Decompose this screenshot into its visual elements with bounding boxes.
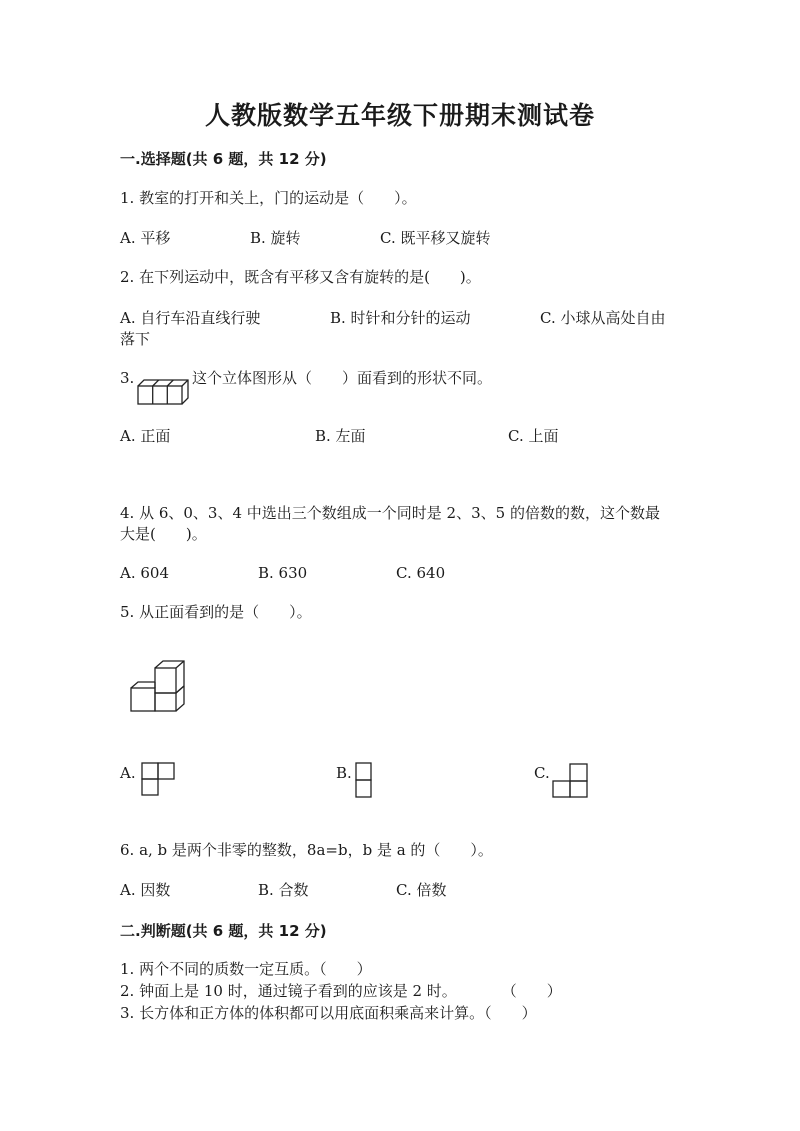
- section-heading-choice: 一.选择题(共 6 题，共 12 分): [120, 150, 327, 168]
- question-1-option-a: A. 平移: [120, 229, 171, 247]
- question-5-stem: 5. 从正面看到的是（ ）。: [120, 603, 312, 621]
- question-1-option-c: C. 既平移又旋转: [380, 229, 491, 247]
- option-c-view-figure: [552, 763, 590, 799]
- question-5-option-b: B.: [336, 764, 352, 782]
- question-3-option-b: B. 左面: [315, 427, 366, 445]
- question-4-option-b: B. 630: [258, 564, 308, 582]
- judge-item-1: 1. 两个不同的质数一定互质。（ ）: [120, 960, 372, 978]
- question-5-option-c: C.: [534, 764, 550, 782]
- question-4-stem: 4. 从 6、0、3、4 中选出三个数组成一个同时是 2、3、5 的倍数的数，这个数最: [120, 504, 660, 522]
- question-2-option-a: A. 自行车沿直线行驶: [120, 309, 261, 327]
- judge-item-2: 2. 钟面上是 10 时，通过镜子看到的应该是 2 时。 （ ）: [120, 982, 562, 1000]
- option-a-view-figure: [141, 762, 175, 796]
- question-2-stem: 2. 在下列运动中，既含有平移又含有旋转的是( )。: [120, 268, 481, 286]
- section-heading-true-false: 二.判断题(共 6 题，共 12 分): [120, 922, 327, 940]
- three-cube-row-figure: [136, 376, 192, 406]
- question-1-option-b: B. 旋转: [250, 229, 301, 247]
- question-4-option-c: C. 640: [396, 564, 446, 582]
- stacked-cubes-figure: [128, 658, 190, 714]
- question-2-option-c-continued: 落下: [120, 330, 151, 348]
- question-2-option-c: C. 小球从高处自由: [540, 309, 666, 327]
- question-6-stem: 6. a, b 是两个非零的整数，8a=b，b 是 a 的（ ）。: [120, 841, 493, 859]
- question-6-option-a: A. 因数: [120, 881, 171, 899]
- question-5-option-a: A.: [120, 764, 136, 782]
- page-title: 人教版数学五年级下册期末测试卷: [204, 101, 595, 130]
- question-3-stem: 这个立体图形从（ ）面看到的形状不同。: [192, 369, 493, 387]
- question-4-option-a: A. 604: [120, 564, 169, 582]
- question-3-option-a: A. 正面: [120, 427, 171, 445]
- question-3-option-c: C. 上面: [508, 427, 559, 445]
- judge-item-3: 3. 长方体和正方体的体积都可以用底面积乘高来计算。（ ）: [120, 1004, 537, 1022]
- question-6-option-c: C. 倍数: [396, 881, 447, 899]
- question-1-stem: 1. 教室的打开和关上，门的运动是（ ）。: [120, 189, 417, 207]
- question-3-number: 3.: [120, 369, 135, 387]
- question-6-option-b: B. 合数: [258, 881, 309, 899]
- question-4-stem-continued: 大是( )。: [120, 525, 207, 543]
- option-b-view-figure: [355, 762, 373, 798]
- question-2-option-b: B. 时针和分针的运动: [330, 309, 471, 327]
